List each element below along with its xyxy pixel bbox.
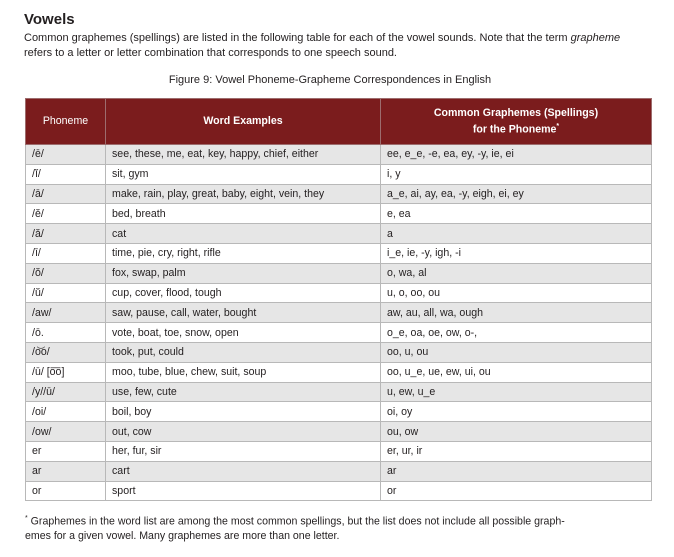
table-row <box>26 303 652 323</box>
graphemes-cell: u, ew, u_e <box>381 382 652 402</box>
table-row <box>26 243 652 263</box>
table-row <box>26 283 652 303</box>
word-examples-cell: out, cow <box>106 422 381 442</box>
footnote-line1: Graphemes in the word list are among the most common spellings, but the list does not include all possible graph- <box>27 515 565 528</box>
phoneme-cell: /ŭ/ <box>26 283 106 303</box>
phoneme-cell: /o͝o/ <box>26 342 106 362</box>
table-footnote <box>25 512 651 543</box>
intro-paragraph <box>24 31 644 61</box>
word-examples-cell: fox, swap, palm <box>106 263 381 283</box>
phoneme-cell: /ī/ <box>26 243 106 263</box>
footnote-mark: * <box>25 515 28 522</box>
graphemes-cell: i, y <box>381 164 652 184</box>
graphemes-cell: oo, u_e, ue, ew, ui, ou <box>381 362 652 382</box>
table-row <box>26 402 652 422</box>
phoneme-cell: /ū/ [o͞o] <box>26 362 106 382</box>
phoneme-cell: ar <box>26 461 106 481</box>
graphemes-cell: aw, au, all, wa, ough <box>381 303 652 323</box>
intro-text-1: Common graphemes (spellings) are listed in the following table for each of the vowel sounds. Note that the term <box>24 32 571 44</box>
graphemes-cell: ar <box>381 461 652 481</box>
graphemes-cell: oi, oy <box>381 402 652 422</box>
graphemes-cell: er, ur, ir <box>381 441 652 461</box>
graphemes-cell: ee, e_e, -e, ea, ey, -y, ie, ei <box>381 145 652 165</box>
word-examples-cell: took, put, could <box>106 342 381 362</box>
header-phoneme: Phoneme <box>26 99 106 145</box>
word-examples-cell: cart <box>106 461 381 481</box>
table-row <box>26 145 652 165</box>
graphemes-cell: o_e, oa, oe, ow, o-, <box>381 323 652 343</box>
table-row <box>26 224 652 244</box>
footnote-line2: emes for a given vowel. Many graphemes are more than one letter. <box>25 529 340 542</box>
word-examples-cell: moo, tube, blue, chew, suit, soup <box>106 362 381 382</box>
phoneme-cell: /ow/ <box>26 422 106 442</box>
graphemes-cell: oo, u, ou <box>381 342 652 362</box>
table-row <box>26 481 652 501</box>
word-examples-cell: time, pie, cry, right, rifle <box>106 243 381 263</box>
header-graphemes-line2: for the Phoneme <box>472 123 557 136</box>
word-examples-cell: vote, boat, toe, snow, open <box>106 323 381 343</box>
table-header-row <box>26 99 652 145</box>
graphemes-cell: ou, ow <box>381 422 652 442</box>
table-row <box>26 362 652 382</box>
word-examples-cell: sit, gym <box>106 164 381 184</box>
table-row <box>26 204 652 224</box>
phoneme-cell: /ĭ/ <box>26 164 106 184</box>
table-row <box>26 184 652 204</box>
header-footnote-mark: * <box>556 122 560 130</box>
phoneme-cell: /aw/ <box>26 303 106 323</box>
phoneme-cell: /ĕ/ <box>26 204 106 224</box>
word-examples-cell: sport <box>106 481 381 501</box>
phoneme-cell: /ē/ <box>26 145 106 165</box>
word-examples-cell: use, few, cute <box>106 382 381 402</box>
word-examples-cell: see, these, me, eat, key, happy, chief, either <box>106 145 381 165</box>
table-row <box>26 461 652 481</box>
table-row <box>26 323 652 343</box>
table-body <box>26 145 652 501</box>
word-examples-cell: bed, breath <box>106 204 381 224</box>
intro-term: grapheme <box>570 32 621 44</box>
word-examples-cell: cat <box>106 224 381 244</box>
graphemes-cell: o, wa, al <box>381 263 652 283</box>
word-examples-cell: boil, boy <box>106 402 381 422</box>
graphemes-cell: i_e, ie, -y, igh, -i <box>381 243 652 263</box>
phoneme-cell: /ā/ <box>26 184 106 204</box>
intro-text-2: refers to a letter or letter combination that corresponds to one speech sound. <box>24 47 397 59</box>
table-row <box>26 422 652 442</box>
graphemes-cell: a_e, ai, ay, ea, -y, eigh, ei, ey <box>381 184 652 204</box>
header-graphemes-line1: Common Graphemes (Spellings) <box>433 106 599 119</box>
table-row <box>26 441 652 461</box>
graphemes-cell: e, ea <box>381 204 652 224</box>
table-row <box>26 382 652 402</box>
graphemes-cell: a <box>381 224 652 244</box>
phoneme-cell: /ŏ/ <box>26 263 106 283</box>
graphemes-cell: u, o, oo, ou <box>381 283 652 303</box>
phoneme-cell: /y//ū/ <box>26 382 106 402</box>
phoneme-cell: er <box>26 441 106 461</box>
phoneme-cell: /oi/ <box>26 402 106 422</box>
figure-caption: Figure 9: Vowel Phoneme-Grapheme Correspondences in English <box>168 74 492 86</box>
table-row <box>26 164 652 184</box>
word-examples-cell: make, rain, play, great, baby, eight, vein, they <box>106 184 381 204</box>
graphemes-cell: or <box>381 481 652 501</box>
table-row <box>26 342 652 362</box>
phoneme-cell: or <box>26 481 106 501</box>
vowel-table <box>25 98 652 501</box>
phoneme-cell: /ă/ <box>26 224 106 244</box>
word-examples-cell: cup, cover, flood, tough <box>106 283 381 303</box>
word-examples-cell: her, fur, sir <box>106 441 381 461</box>
document-page <box>24 10 664 542</box>
word-examples-cell: saw, pause, call, water, bought <box>106 303 381 323</box>
header-word-examples: Word Examples <box>106 99 381 145</box>
table-row <box>26 263 652 283</box>
phoneme-cell: /ō. <box>26 323 106 343</box>
header-graphemes <box>381 99 652 145</box>
section-heading: Vowels <box>24 11 75 28</box>
